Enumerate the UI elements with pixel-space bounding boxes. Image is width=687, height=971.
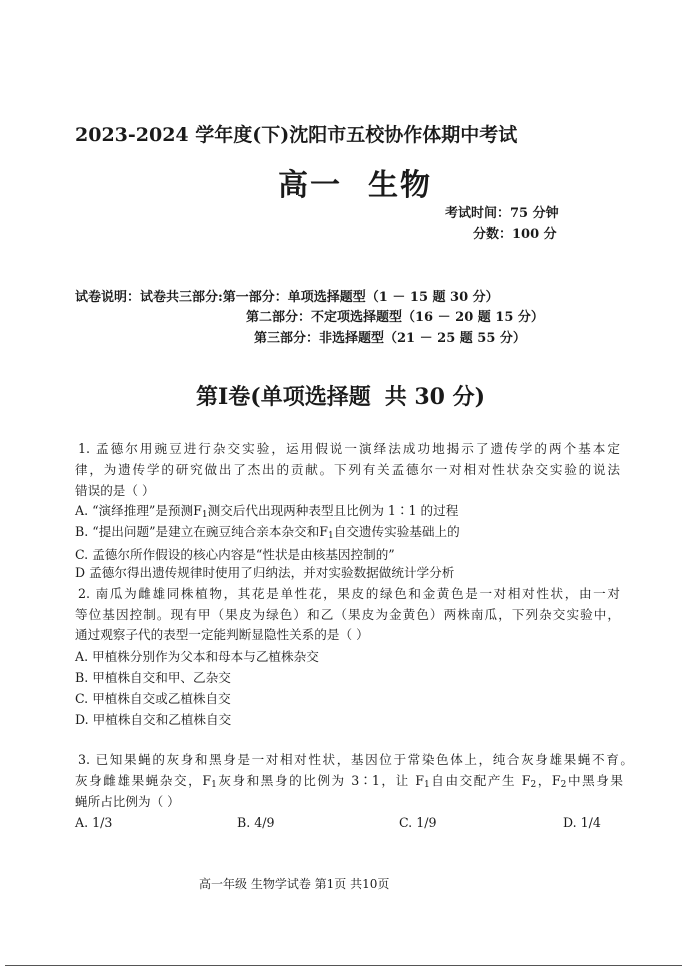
q1-option-c: C. 孟德尔所作假设的核心内容是“性状是由核基因控制的” (75, 547, 395, 562)
q1-option-a: A. “演绎推理”是预测$F_1$测交后代出现两种表型且比例为 1∶1 的过程 (75, 503, 459, 520)
q3-option-d: D. 1/4 (563, 815, 601, 830)
q2-option-d: D. 甲植株自交和乙植株自交 (75, 712, 232, 727)
subject-heading (278, 160, 432, 204)
instruction-line-3: 第三部分：非选择题型（21 － 25 题 55 分） (254, 331, 526, 346)
q3-stem-line-3: 蝇所占比例为（ ） (75, 794, 180, 809)
q2-stem-line-3: 通过观察子代的表型一定能判断显隐性关系的是（ ） (75, 627, 369, 642)
q1-stem-line-3: 错误的是（ ） (75, 483, 155, 498)
page-footer: 高一年级 生物学试卷 第1页 共10页 (199, 877, 390, 891)
q3-option-a: A. 1/3 (75, 815, 113, 830)
instruction-line-2: 第二部分：不定项选择题型（16 － 20 题 15 分） (246, 310, 544, 325)
section-title-part-b: 共 30 分) (384, 384, 486, 410)
q3-option-c: C. 1/9 (399, 815, 437, 830)
q3-option-b: B. 4/9 (237, 815, 275, 830)
q3-stem-line-2: 灰身雌雄果蝇杂交，$F_1$灰身和黑身的比例为 3∶1，让 $F_1$自由交配产生 $F_2$，$F_2$中黑身果 (75, 773, 623, 790)
q2-option-c: C. 甲植株自交或乙植株自交 (75, 691, 231, 706)
section-title (196, 380, 485, 411)
exam-time: 考试时间：75 分钟 (445, 206, 559, 221)
grade-label: 高一 (278, 168, 342, 203)
q1-option-d: D 孟德尔得出遗传规律时使用了归纳法，并对实验数据做统计学分析 (75, 565, 455, 580)
q1-option-b: B. “提出问题”是建立在豌豆纯合亲本杂交和$F_1$自交遗传实验基础上的 (75, 524, 460, 541)
q3-stem-line-1: 3. 已知果蝇的灰身和黑身是一对相对性状，基因位于常染色体上，纯合灰身雄果蝇不育。 (78, 752, 633, 767)
q2-option-a: A. 甲植株分别作为父本和母本与乙植株杂交 (75, 649, 319, 664)
bottom-edge-line (5, 965, 682, 966)
exam-score: 分数：100 分 (473, 227, 557, 242)
exam-title: 2023-2024 学年度(下)沈阳市五校协作体期中考试 (75, 124, 518, 146)
q2-stem-line-1: 2. 南瓜为雌雄同株植物，其花是单性花，果皮的绿色和金黄色是一对相对性状，由一对 (78, 586, 620, 601)
q2-option-b: B. 甲植株自交和甲、乙杂交 (75, 670, 231, 685)
q2-stem-line-2: 等位基因控制。现有甲（果皮为绿色）和乙（果皮为金黄色）两株南瓜，下列杂交实验中， (75, 607, 620, 622)
instruction-line-1: 试卷说明：试卷共三部分:第一部分：单项选择题型（1 － 15 题 30 分） (75, 290, 499, 305)
q1-stem-line-2: 律，为遗传学的研究做出了杰出的贡献。下列有关孟德尔一对相对性状杂交实验的说法 (75, 462, 620, 477)
section-title-part-a: 第Ⅰ卷(单项选择题 (196, 384, 371, 410)
subject-label: 生物 (368, 168, 432, 203)
q1-stem-line-1: 1. 孟德尔用豌豆进行杂交实验，运用假说一演绎法成功地揭示了遗传学的两个基本定 (78, 441, 620, 456)
